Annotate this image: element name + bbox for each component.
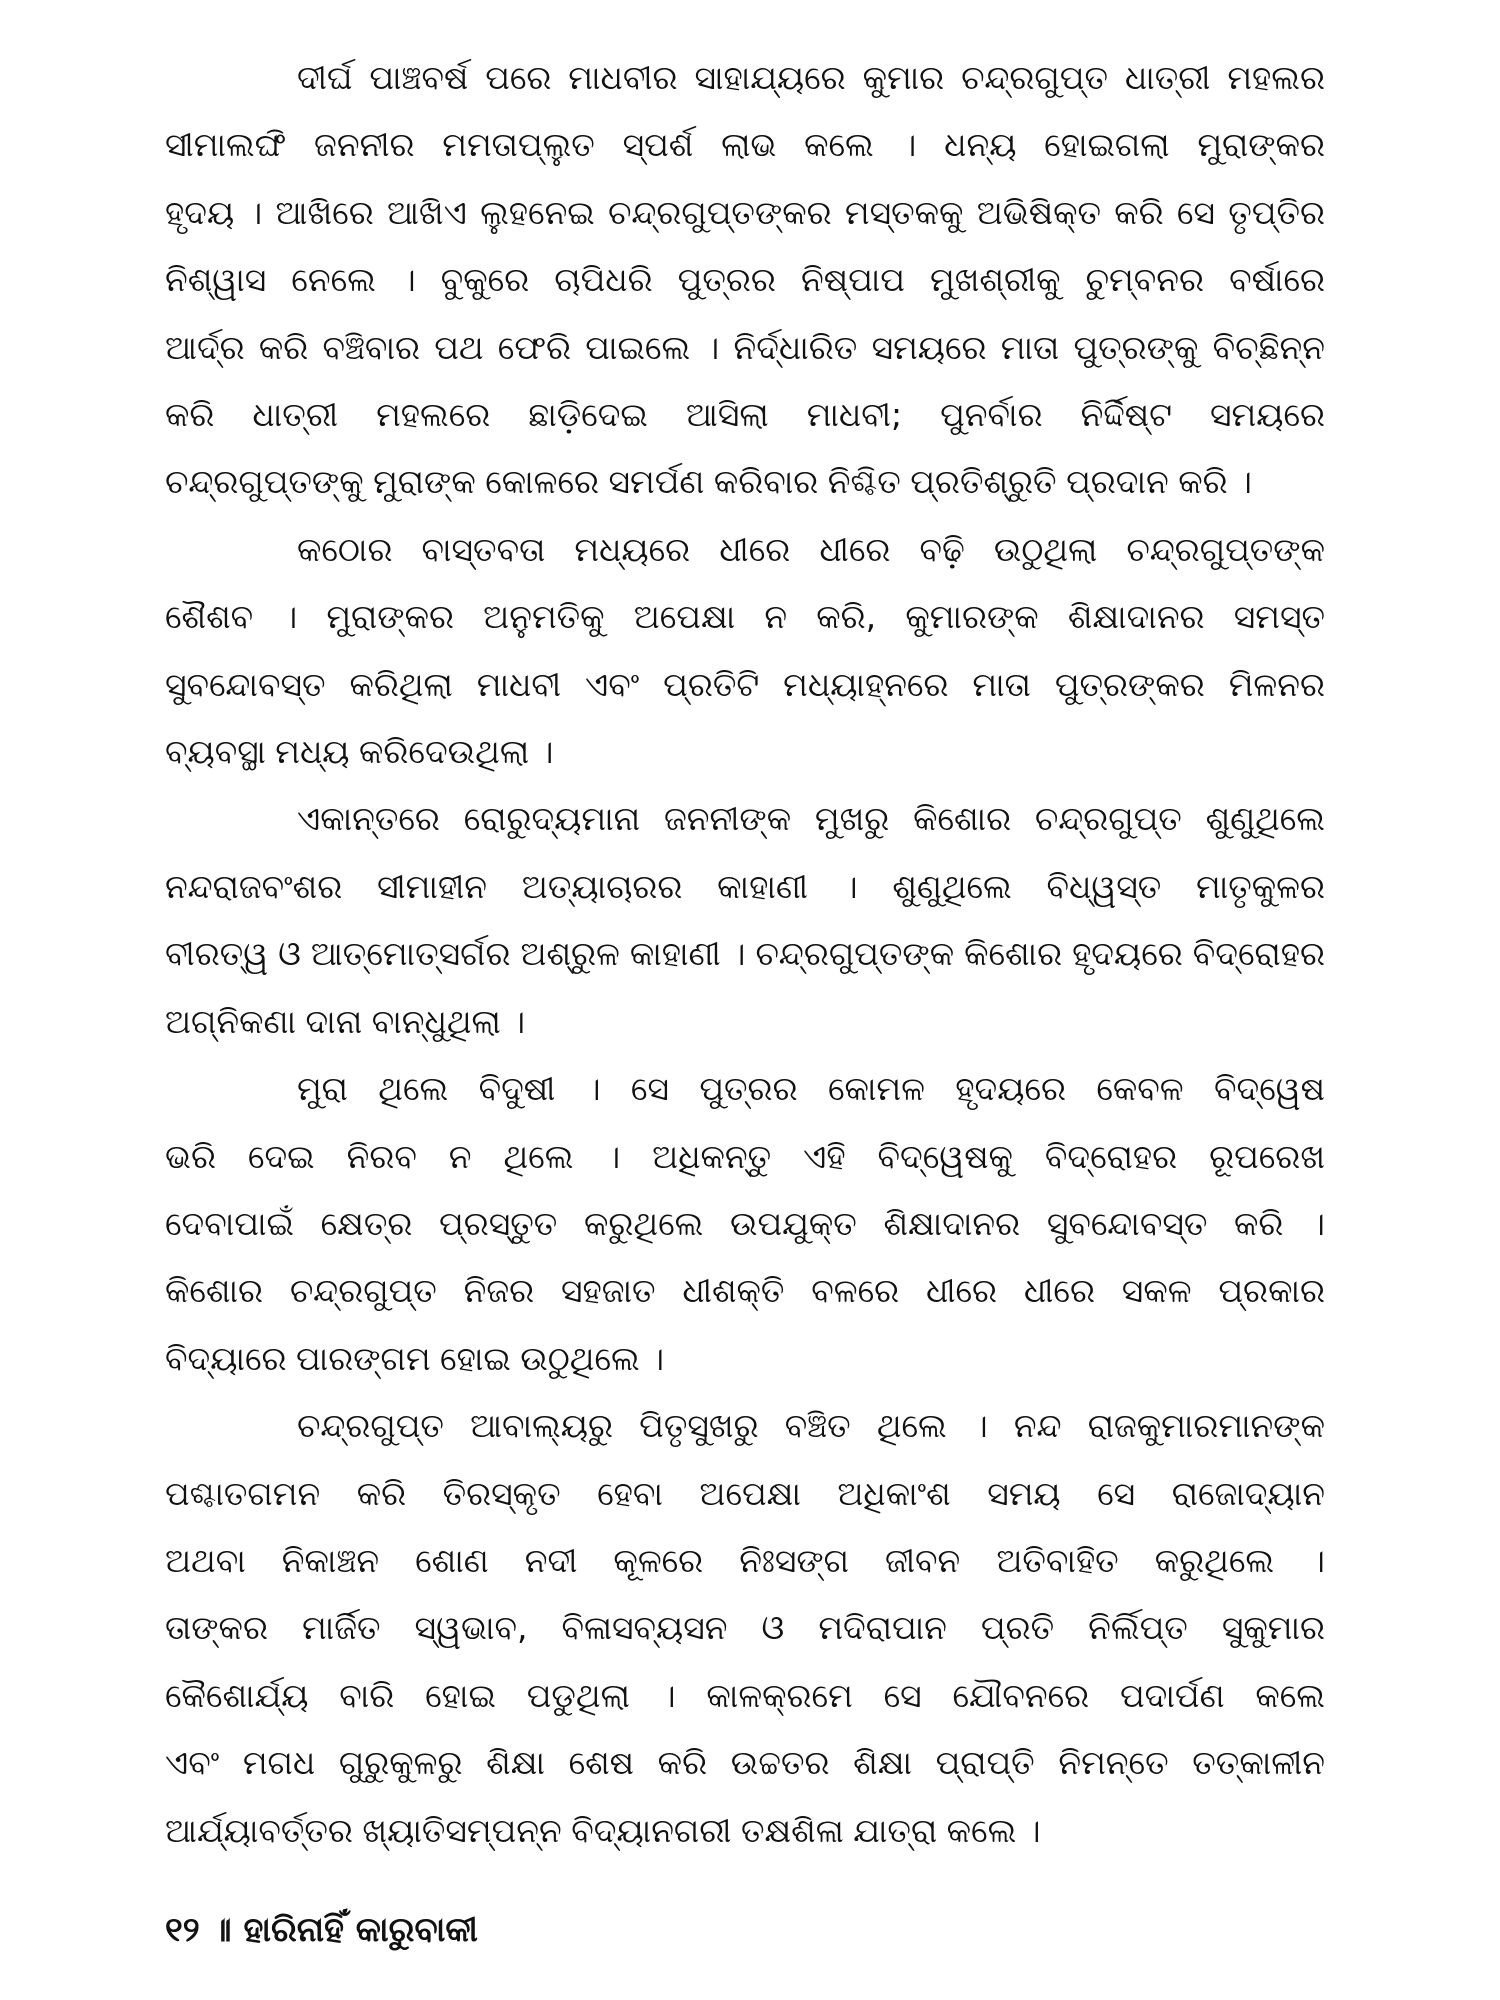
text-line: ଦେବାପାଇଁ କ୍ଷେତ୍ର ପ୍ରସ୍ତୁତ କରୁଥିଲେ ଉପଯୁକ୍ତ ଶିକ୍ଷାଦାନର ସୁବନ୍ଦୋବସ୍ତ କରି ।	[165, 1203, 1325, 1243]
text-line: ଏବଂ ମଗଧ ଗୁରୁକୁଳରୁ ଶିକ୍ଷା ଶେଷ କରି ଉଚ୍ଚତର ଶିକ୍ଷା ପ୍ରାପ୍ତି ନିମନ୍ତେ ତତ୍କାଳୀନ	[165, 1743, 1325, 1783]
text-line: ଅଗ୍ନିକଣା ଦାନା ବାନ୍ଧୁଥିଲା ।	[165, 1001, 526, 1041]
text-line: ସୁବନ୍ଦୋବସ୍ତ କରିଥିଲା ମାଧବୀ ଏବଂ ପ୍ରତିଟି ମଧ୍ୟାହ୍ନରେ ମାତା ପୁତ୍ରଙ୍କର ମିଳନର	[165, 664, 1325, 704]
paragraph	[165, 1392, 1325, 1864]
text-line: ଦୀର୍ଘ ପାଞ୍ଚବର୍ଷ ପରେ ମାଧବୀର ସାହାଯ୍ୟରେ କୁମାର ଚନ୍ଦ୍ରଗୁପ୍ତ ଧାତ୍ରୀ ମହଲର	[297, 58, 1325, 97]
text-line: ମୁରା ଥିଲେ ବିଦୁଷୀ । ସେ ପୁତ୍ରର କୋମଳ ହୃଦୟରେ କେବଳ ବିଦ୍ୱେଷ	[297, 1069, 1325, 1109]
page-number: ୧୨	[165, 1910, 200, 1950]
paragraph	[165, 516, 1325, 786]
text-line: ନନ୍ଦରାଜବଂଶର ସୀମାହୀନ ଅତ୍ୟାଚାରର କାହାଣୀ । ଶୁଣୁଥିଲେ ବିଧ୍ୱସ୍ତ ମାତୃକୁଳର	[165, 866, 1325, 906]
paragraph	[165, 1055, 1325, 1392]
text-line: ଚନ୍ଦ୍ରଗୁପ୍ତ ଆବାଲ୍ୟରୁ ପିତୃସୁଖରୁ ବଞ୍ଚିତ ଥିଲେ । ନନ୍ଦ ରାଜକୁମାରମାନଙ୍କ	[297, 1406, 1325, 1446]
text-line: ନିଶ୍ୱାସ ନେଲେ । ବୁକୁରେ ଚାପିଧରି ପୁତ୍ରର ନିଷ୍ପାପ ମୁଖଶ୍ରୀକୁ ଚୁମ୍ବନର ବର୍ଷାରେ	[165, 260, 1325, 300]
text-line: ବ୍ୟବସ୍ଥା ମଧ୍ୟ କରିଦେଉଥିଲା ।	[165, 732, 554, 772]
text-line: ସୀମାଲଙ୍ଘି ଜନନୀର ମମତାପ୍ଲୁତ ସ୍ପର୍ଶ ଲାଭ କଲେ । ଧନ୍ୟ ହୋଇଗଲା ମୁରାଙ୍କର	[165, 125, 1325, 165]
text-line: ଆର୍ଦ୍ର କରି ବଞ୍ଚିବାର ପଥ ଫେରି ପାଇଲେ । ନିର୍ଦ୍ଧାରିତ ସମୟରେ ମାତା ପୁତ୍ରଙ୍କୁ ବିଚ୍ଛିନ୍ନ	[165, 327, 1325, 367]
text-line: ଚନ୍ଦ୍ରଗୁପ୍ତଙ୍କୁ ମୁରାଙ୍କ କୋଳରେ ସମର୍ପଣ କରିବାର ନିଶ୍ଚିତ ପ୍ରତିଶ୍ରୁତି ପ୍ରଦାନ କରି ।	[165, 462, 1252, 502]
paragraph	[165, 44, 1325, 516]
text-line: ଭରି ଦେଇ ନିରବ ନ ଥିଲେ । ଅଧିକନ୍ତୁ ଏହି ବିଦ୍ୱେଷକୁ ବିଦ୍ରୋହର ରୂପରେଖ	[165, 1136, 1325, 1176]
text-line: ବୀରତ୍ୱ ଓ ଆତ୍ମୋତ୍ସର୍ଗର ଅଶ୍ରୁଳ କାହାଣୀ । ଚନ୍ଦ୍ରଗୁପ୍ତଙ୍କ କିଶୋର ହୃଦୟରେ ବିଦ୍ରୋହର	[165, 934, 1325, 974]
book-title: ହାରିନାହିଁ କାରୁବାକୀ	[243, 1910, 478, 1950]
text-line: ଆର୍ଯ୍ୟାବର୍ତ୍ତର ଖ୍ୟାତିସମ୍ପନ୍ନ ବିଦ୍ୟାନଗରୀ ତକ୍ଷଶିଳା ଯାତ୍ରା କଲେ ।	[165, 1810, 1041, 1850]
footer-separator: ॥	[211, 1910, 232, 1950]
text-line: କରି ଧାତ୍ରୀ ମହଲରେ ଛାଡ଼ିଦେଇ ଆସିଲା ମାଧବୀ; ପୁନର୍ବାର ନିର୍ଦ୍ଦିଷ୍ଟ ସମୟରେ	[165, 395, 1325, 435]
text-line: ବିଦ୍ୟାରେ ପାରଙ୍ଗମ ହୋଇ ଉଠୁଥିଲେ ।	[165, 1338, 665, 1378]
text-line: କଠୋର ବାସ୍ତବତା ମଧ୍ୟରେ ଧୀରେ ଧୀରେ ବଢ଼ି ଉଠୁଥିଲା ଚନ୍ଦ୍ରଗୁପ୍ତଙ୍କ	[297, 529, 1325, 569]
text-line: କୈଶୋର୍ଯ୍ୟ ବାରି ହୋଇ ପଡୁଥିଲା । କାଳକ୍ରମେ ସେ ଯୌବନରେ ପଦାର୍ପଣ କଲେ	[165, 1675, 1325, 1715]
paragraph	[165, 785, 1325, 1055]
text-line: ତାଙ୍କର ମାର୍ଜିତ ସ୍ୱଭାବ, ବିଳାସବ୍ୟସନ ଓ ମଦିରାପାନ ପ୍ରତି ନିର୍ଲିପ୍ତ ସୁକୁମାର	[165, 1608, 1325, 1648]
text-line: ଶୈଶବ । ମୁରାଙ୍କର ଅନୁମତିକୁ ଅପେକ୍ଷା ନ କରି, କୁମାରଙ୍କ ଶିକ୍ଷାଦାନର ସମସ୍ତ	[165, 597, 1325, 637]
text-line: ପଶ୍ଚାତଗମନ କରି ତିରସ୍କୃତ ହେବା ଅପେକ୍ଷା ଅଧିକାଂଶ ସମୟ ସେ ରାଜୋଦ୍ୟାନ	[165, 1473, 1325, 1513]
text-line: ଅଥବା ନିକାଞ୍ଚନ ଶୋଣ ନଦୀ କୂଳରେ ନିଃସଙ୍ଗ ଜୀବନ ଅତିବାହିତ କରୁଥିଲେ ।	[165, 1540, 1325, 1580]
text-line: କିଶୋର ଚନ୍ଦ୍ରଗୁପ୍ତ ନିଜର ସହଜାତ ଧୀଶକ୍ତି ବଳରେ ଧୀରେ ଧୀରେ ସକଳ ପ୍ରକାର	[165, 1271, 1325, 1311]
text-line: ଏକାନ୍ତରେ ରୋରୁଦ୍ୟମାନା ଜନନୀଙ୍କ ମୁଖରୁ କିଶୋର ଚନ୍ଦ୍ରଗୁପ୍ତ ଶୁଣୁଥିଲେ	[297, 799, 1325, 839]
text-line: ହୃଦୟ । ଆଖିରେ ଆଖିଏ ଲୁହନେଇ ଚନ୍ଦ୍ରଗୁପ୍ତଙ୍କର ମସ୍ତକକୁ ଅଭିଷିକ୍ତ କରି ସେ ତୃପ୍ତିର	[165, 192, 1325, 232]
page-footer	[165, 1900, 1325, 1960]
page-body	[165, 44, 1325, 1864]
